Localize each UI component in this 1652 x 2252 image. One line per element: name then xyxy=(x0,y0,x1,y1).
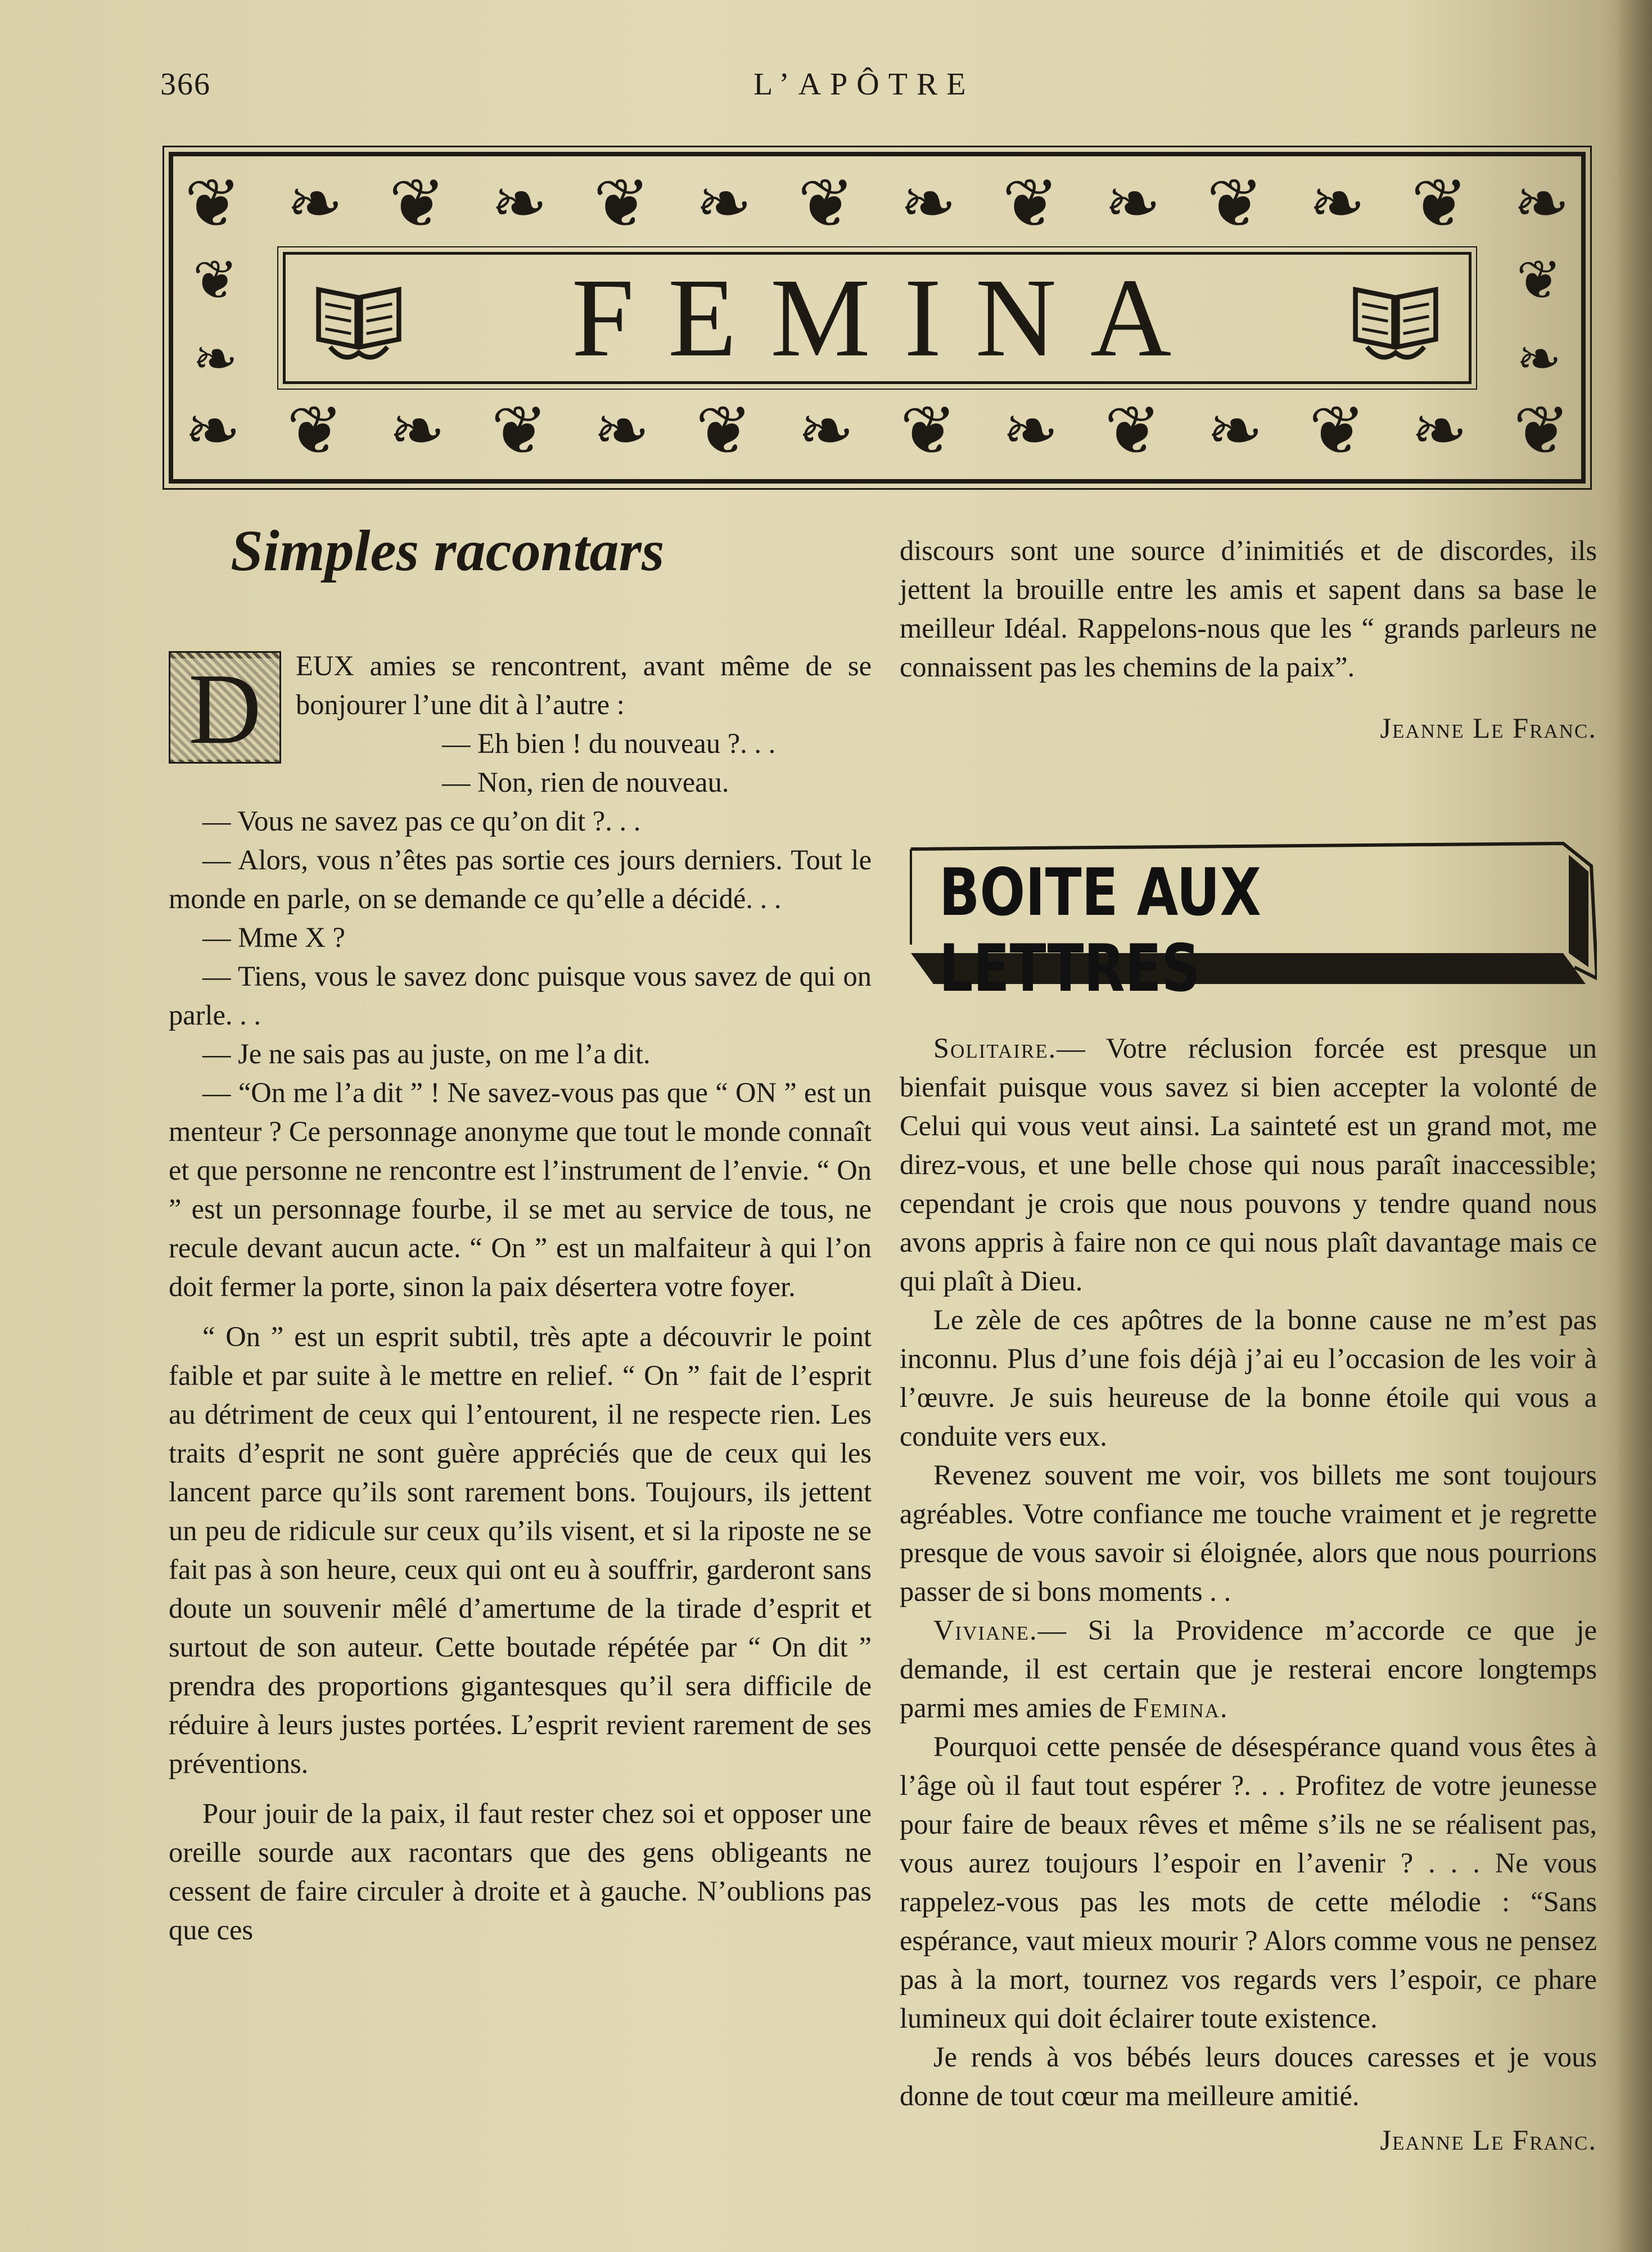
ornament-frieze-bottom: ❧ ❦ ❧ ❦ ❧ ❦ ❧ ❦ ❧ ❦ ❧ ❦ ❧ ❦ xyxy=(184,392,1570,470)
ornament-side-right: ❦ ❧ xyxy=(1516,249,1562,390)
dialogue-line: — Vous ne savez pas ce qu’on dit ?. . . xyxy=(202,805,641,837)
letter-reply: Solitaire.— Votre réclusion forcée est presque un bienfait puisque vous savez si bien accepter la volonté de Celui qui vous veut ainsi. La sainteté est un grand mot, me direz-vous, et une belle chose qui nous paraît inaccessible; cependant je crois que nous pouvons y tendre quand nous avons appris à faire non ce qui nous plaît davantage mais ce qui plaît à Dieu. xyxy=(900,1032,1597,1297)
banner-title-box xyxy=(283,252,1472,384)
article-paragraph: D EUX amies se rencontrent, avant même de se bonjourer l’une dit à l’autre : xyxy=(169,647,872,724)
dialogue-line: — Non, rien de nouveau. xyxy=(442,766,729,798)
letter-reply: Je rends à vos bébés leurs douces caresses et je vous donne de tout cœur ma meilleure amitié. xyxy=(900,2041,1597,2111)
femina-banner xyxy=(169,152,1586,484)
banner-title: FEMINA xyxy=(571,256,1206,380)
article-paragraph: “ On ” est un esprit subtil, très apte a découvrir le point faible et par suite à le mettre en relief. “ On ” fait de l’esprit au détriment de ceux qui l’entourent, il ne respecte rien. Les traits d’esprit ne sont guère appréciés que de ceux qui les lancent parce qu’ils sont rarement bons. Toujours, ils jettent un peu de ridicule sur ceux qu’ils visent, et si la riposte ne se fait pas à son heure, ceux qui ont eu à souffrir, garderont sans doute un souvenir mêlé d’amertume de la tirade d’esprit et surtout de son auteur. Cette boutade répétée par “ On dit ” prendra des proportions gigantesques qu’il sera difficile de réduire à leurs justes portées. L’esprit revient rarement de ses préventions. xyxy=(169,1321,872,1779)
open-book-icon xyxy=(308,270,409,366)
article-left-column xyxy=(169,647,872,1949)
article-paragraph: discours sont une source d’inimitiés et de discordes, ils jettent la brouille entre les amis et sapent dans sa base le meilleur Idéal. Rappelons-nous que les “ grands parleurs ne connaissent pas les chemins de la paix”. xyxy=(900,535,1597,683)
letter-reply: Pourquoi cette pensée de désespérance quand vous êtes à l’âge où il faut tout espérer ?. . . Profitez de votre jeunesse pour faire de beaux rêves et même s’ils ne se réalisent pas, vous aurez toujours l’espoir en l’avenir ? . . . Ne vous rappelez-vous pas les mots de cette mélodie : “Sans espérance, vaut mieux mourir ? Alors comme vous ne pensez pas à la mort, tournez vos regards vers l’espoir, ce phare lumineux qui doit éclairer toute existence. xyxy=(900,1731,1597,2034)
article-paragraph: Pour jouir de la paix, il faut rester chez soi et opposer une oreille sourde aux racontars que des gens obligeants ne cessent de faire circuler à droite et à gauche. N’oublions pas que ces xyxy=(169,1798,872,1946)
page-edge-shadow xyxy=(1618,0,1652,2252)
lettres-heading-text: BOITE AUX LETTRES xyxy=(939,855,1262,1007)
correspondent-name: Solitaire. xyxy=(933,1032,1057,1064)
ornament-frieze-top: ❦ ❧ ❦ ❧ ❦ ❧ ❦ ❧ ❦ ❧ ❦ ❧ ❦ ❧ xyxy=(184,165,1570,243)
running-title: L’APÔTRE xyxy=(753,67,975,102)
dialogue-line: — Mme X ? xyxy=(202,922,345,953)
open-book-icon xyxy=(1345,270,1446,366)
correspondent-name: Viviane. xyxy=(933,1614,1038,1646)
boite-aux-lettres-heading xyxy=(900,832,1597,1007)
ornate-dropcap: D xyxy=(169,651,281,764)
lettres-column xyxy=(900,1029,1597,2160)
letter-reply: Viviane.— Si la Providence m’accorde ce que je demande, il est certain que je resterai encore longtemps parmi mes amies de Femina. xyxy=(900,1614,1597,1723)
article-right-column xyxy=(900,531,1597,748)
lettres-signature: Jeanne Le Franc. xyxy=(1380,2124,1597,2156)
dialogue-line: — Eh bien ! du nouveau ?. . . xyxy=(442,728,776,759)
letter-reply: Revenez souvent me voir, vos billets me sont toujours agréables. Votre confiance me touche vraiment et je regrette presque de vous savoir si éloignée, alors que nous pourrions passer de si bons moments . . xyxy=(900,1459,1597,1607)
dialogue-line: — “On me l’a dit ” ! Ne savez-vous pas que “ ON ” est un menteur ? Ce personnage anonyme que tout le monde connaît et que personne ne rencontre est l’instrument de l’envie. “ On ” est un personnage fourbe, il se met au service de tous, ne recule devant aucun acte. “ On ” est un malfaiteur à qui l’on doit fermer la porte, sinon la paix désertera votre foyer. xyxy=(169,1077,872,1302)
dialogue-line: — Je ne sais pas au juste, on me l’a dit. xyxy=(202,1038,651,1069)
dialogue-line: — Tiens, vous le savez donc puisque vous savez de qui on parle. . . xyxy=(169,960,872,1031)
ornament-side-left: ❦ ❧ xyxy=(192,249,238,390)
article-headline: Simples racontars xyxy=(231,518,665,583)
dialogue-line: — Alors, vous n’êtes pas sortie ces jours derniers. Tout le monde en parle, on se demande ce qu’elle a décidé. . . xyxy=(169,844,872,914)
page-number: 366 xyxy=(160,67,211,102)
letter-reply: Le zèle de ces apôtres de la bonne cause ne m’est pas inconnu. Plus d’une fois déjà j’ai eu l’occasion de les voir à l’œuvre. Je suis heureuse de la bonne étoile qui vous a conduite vers eux. xyxy=(900,1304,1597,1452)
article-signature: Jeanne Le Franc. xyxy=(1380,712,1597,744)
